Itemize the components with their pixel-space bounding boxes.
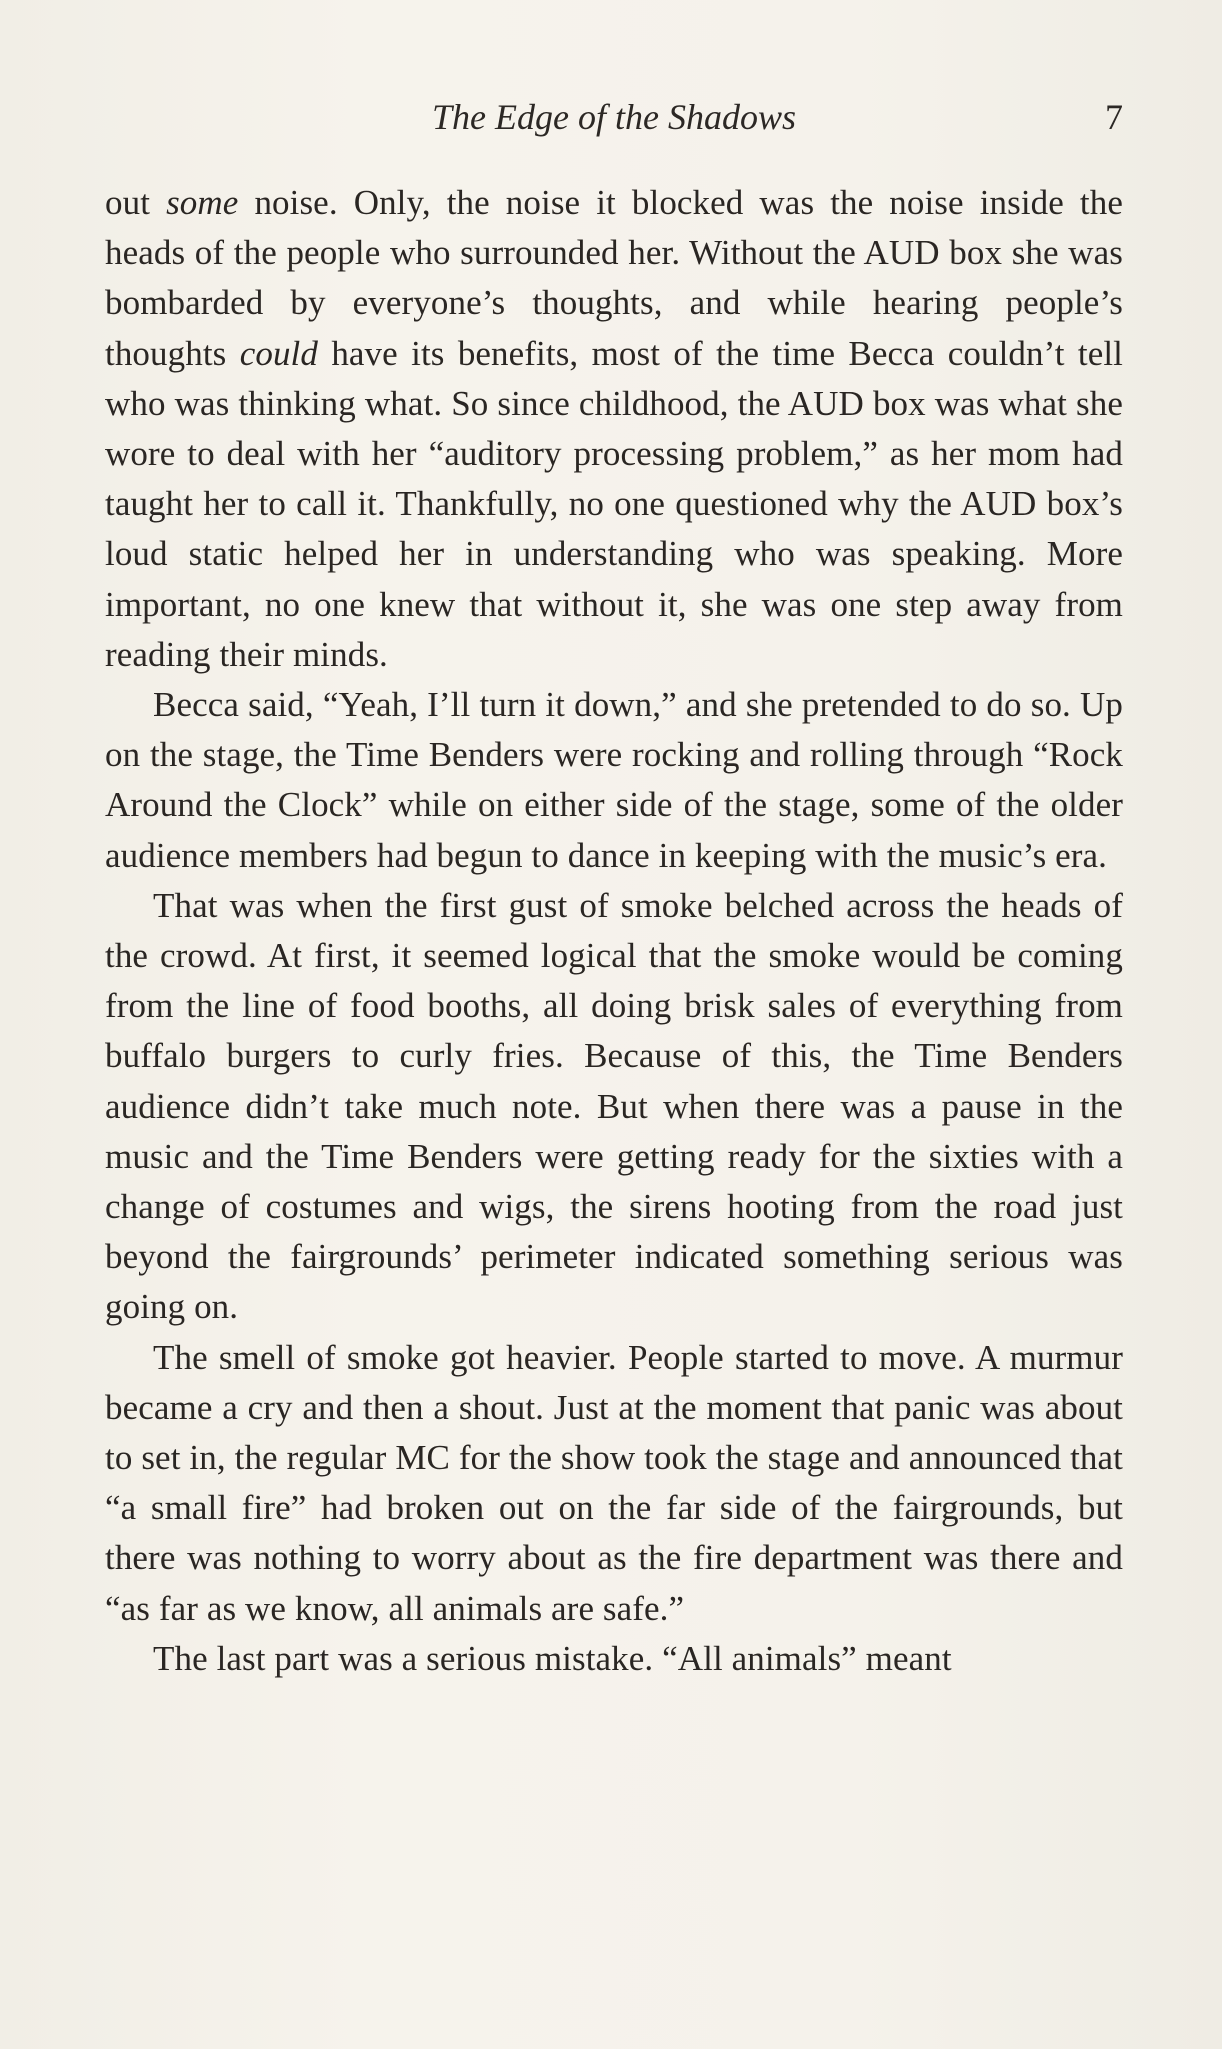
- paragraph-5: The last part was a serious mistake. “All animals” meant: [153, 1638, 952, 1678]
- running-title: The Edge of the Shadows: [432, 97, 796, 137]
- paragraph-2: Becca said, “Yeah, I’ll turn it down,” and she pretended to do so. Up on the stage, the Time Benders were rocking and rolling through “Rock Around the Clock” while on either side of the stage, some of the older audience members had begun to dance in keeping with the music’s era.: [105, 685, 1123, 875]
- paragraph-1-part-c: have its benefits, most of the time Becca couldn’t tell who was thinking what. So since childhood, the AUD box was what she wore to deal with her “auditory processing problem,” as her mom had taught her to call it. Thankfully, no one questioned why the AUD box’s loud static helped her in understanding who was speaking. More important, no one knew that without it, she was one step away from reading their minds.: [105, 333, 1123, 674]
- paragraph-3: That was when the first gust of smoke belched across the heads of the crowd. At first, it seemed logical that the smoke would be coming from the line of food booths, all doing brisk sales of everything from buffalo burgers to curly fries. Because of this, the Time Benders audience didn’t take much note. But when there was a pause in the music and the Time Benders were getting ready for the sixties with a change of costumes and wigs, the sirens hooting from the road just beyond the fairgrounds’ perimeter indicated something serious was going on.: [105, 885, 1123, 1327]
- page-number: 7: [1105, 97, 1123, 137]
- emphasis-some: some: [166, 183, 239, 222]
- paragraph-1-part-b: noise. Only, the noise it blocked was the noise inside the heads of the people who surrounded her. Without the AUD box she was bombarded by everyone’s thoughts, and while hearing people’s thoughts: [105, 183, 1123, 373]
- paragraph-1: [105, 178, 1123, 680]
- emphasis-could: could: [239, 333, 318, 373]
- paragraph-1-part-a: out: [105, 183, 167, 222]
- body-text: [105, 178, 1123, 1684]
- page-header: [105, 96, 1123, 146]
- paragraph-4: The smell of smoke got heavier. People started to move. A murmur became a cry and then a shout. Just at the moment that panic was about to set in, the regular MC for the show took the stage and announced that “a small fire” had broken out on the far side of the fairgrounds, but there was nothing to worry about as the fire department was there and “as far as we know, all animals are safe.”: [105, 1337, 1123, 1628]
